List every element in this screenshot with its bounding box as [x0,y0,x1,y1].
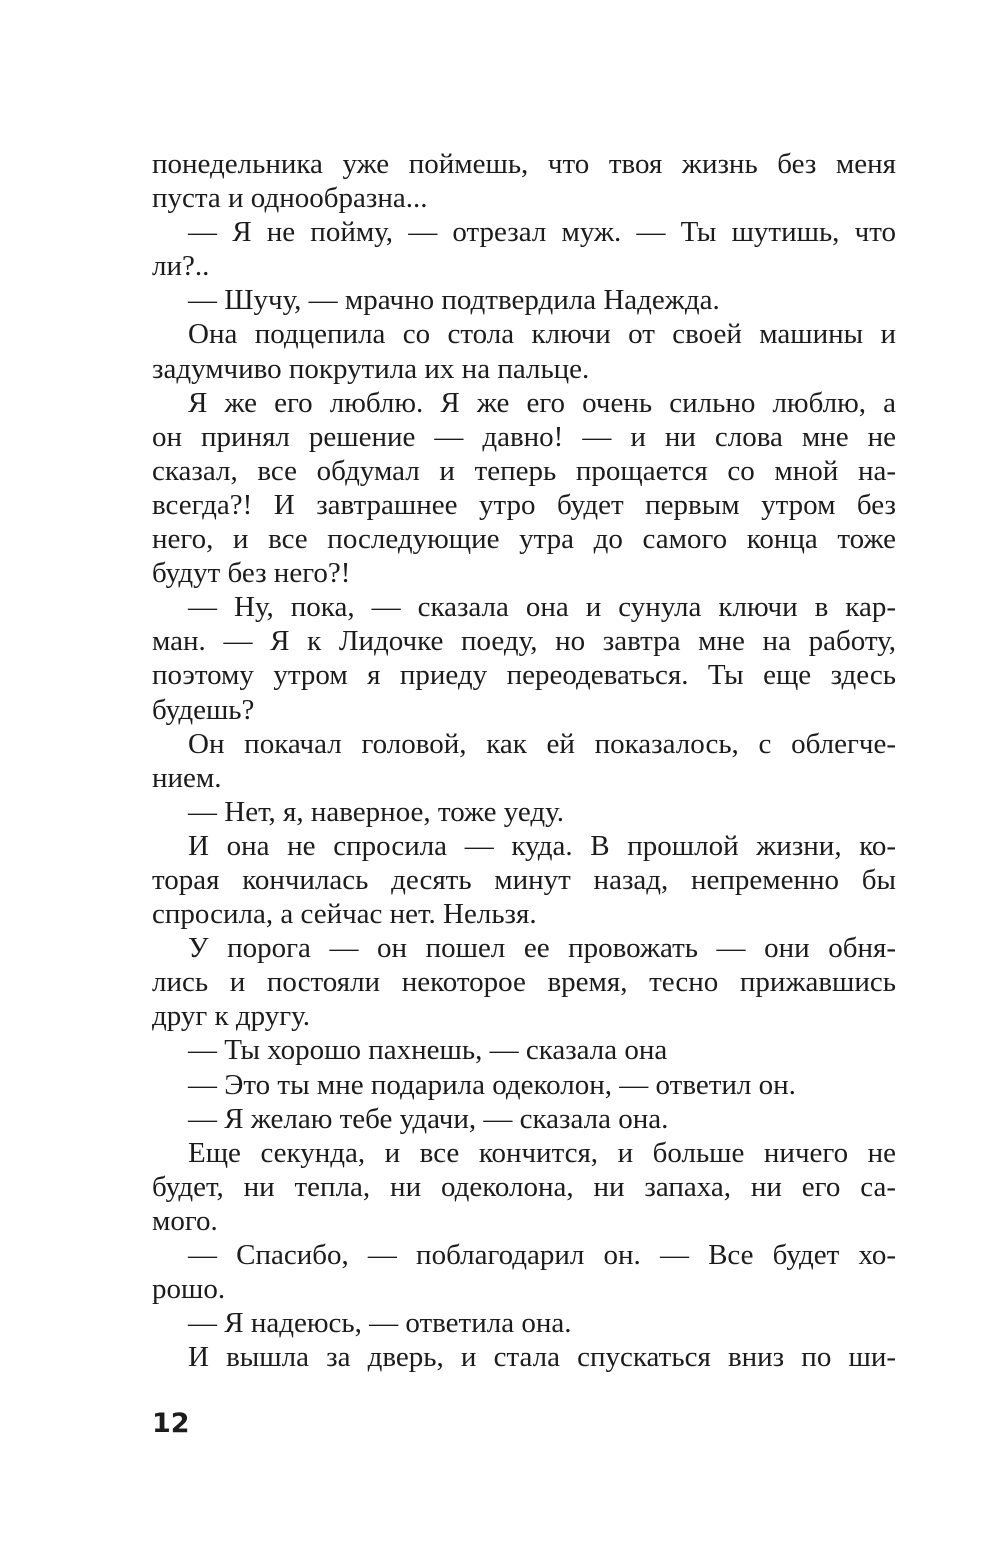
text-line: — Я надеюсь, — ответила она. [188,1307,572,1340]
text-line: — Я не пойму, — отрезал муж. — Ты шутишь, что [188,216,896,249]
text-line: всегда?! И завтрашнее утро будет первым утром без [152,488,896,521]
text-line: ли?.. [152,250,210,283]
text-line: — Спасибо, — поблагодарил он. — Все будет хо- [188,1239,896,1271]
text-line: пуста и однообразна... [152,182,428,215]
body-text [152,147,896,1374]
text-line: Еще секунда, и все кончится, и больше ничего не [188,1136,896,1169]
text-line: Она подцепила со стола ключи от своей машины и [188,318,896,351]
text-line: понедельника уже поймешь, что твоя жизнь без меня [152,148,896,180]
text-line: мого. [152,1204,218,1237]
text-line: торая кончилась десять минут назад, непременно бы [152,863,896,896]
text-line: него, и все последующие утра до самого конца тоже [152,523,896,556]
text-line: будут без него?! [152,557,351,590]
text-line: Я же его люблю. Я же его очень сильно люблю, а [188,386,896,419]
text-line: — Ты хорошо пахнешь, — сказала она [188,1034,668,1067]
text-line: У порога — он пошел ее провожать — они обня- [188,932,896,965]
text-line: сказал, все обдумал и теперь прощается со мной на- [152,454,896,487]
text-line: лись и постояли некоторое время, тесно прижавшись [152,966,896,999]
text-line: будешь? [152,693,255,726]
text-line: — Я желаю тебе удачи, — сказала она. [188,1102,669,1135]
text-line: рошо. [152,1273,226,1306]
text-line: — Шучу, — мрачно подтвердила Надежда. [188,284,720,317]
text-line: И вышла за дверь, и стала спускаться вниз по ши- [188,1341,896,1374]
text-line: И она не спросила — куда. В прошлой жизни, ко- [188,829,896,862]
text-line: задумчиво покрутила их на пальце. [152,352,590,385]
text-line: ман. — Я к Лидочке поеду, но завтра мне на работу, [152,625,896,658]
text-line: поэтому утром я приеду переодеваться. Ты еще здесь [152,659,896,692]
text-line: друг к другу. [152,1000,310,1033]
text-line: — Ну, пока, — сказала она и сунула ключи в кар- [188,591,896,624]
text-line: Он покачал головой, как ей показалось, с облегче- [188,727,896,760]
text-line: нием. [152,761,222,794]
text-line: будет, ни тепла, ни одеколона, ни запаха, ни его са- [152,1170,896,1203]
page-number: 12 [152,1408,190,1439]
text-line: спросила, а сейчас нет. Нельзя. [152,898,537,931]
text-line: — Нет, я, наверное, тоже уеду. [188,795,564,828]
text-line: — Это ты мне подарила одеколон, — ответил он. [188,1068,796,1101]
text-line: он принял решение — давно! — и ни слова мне не [152,420,896,453]
